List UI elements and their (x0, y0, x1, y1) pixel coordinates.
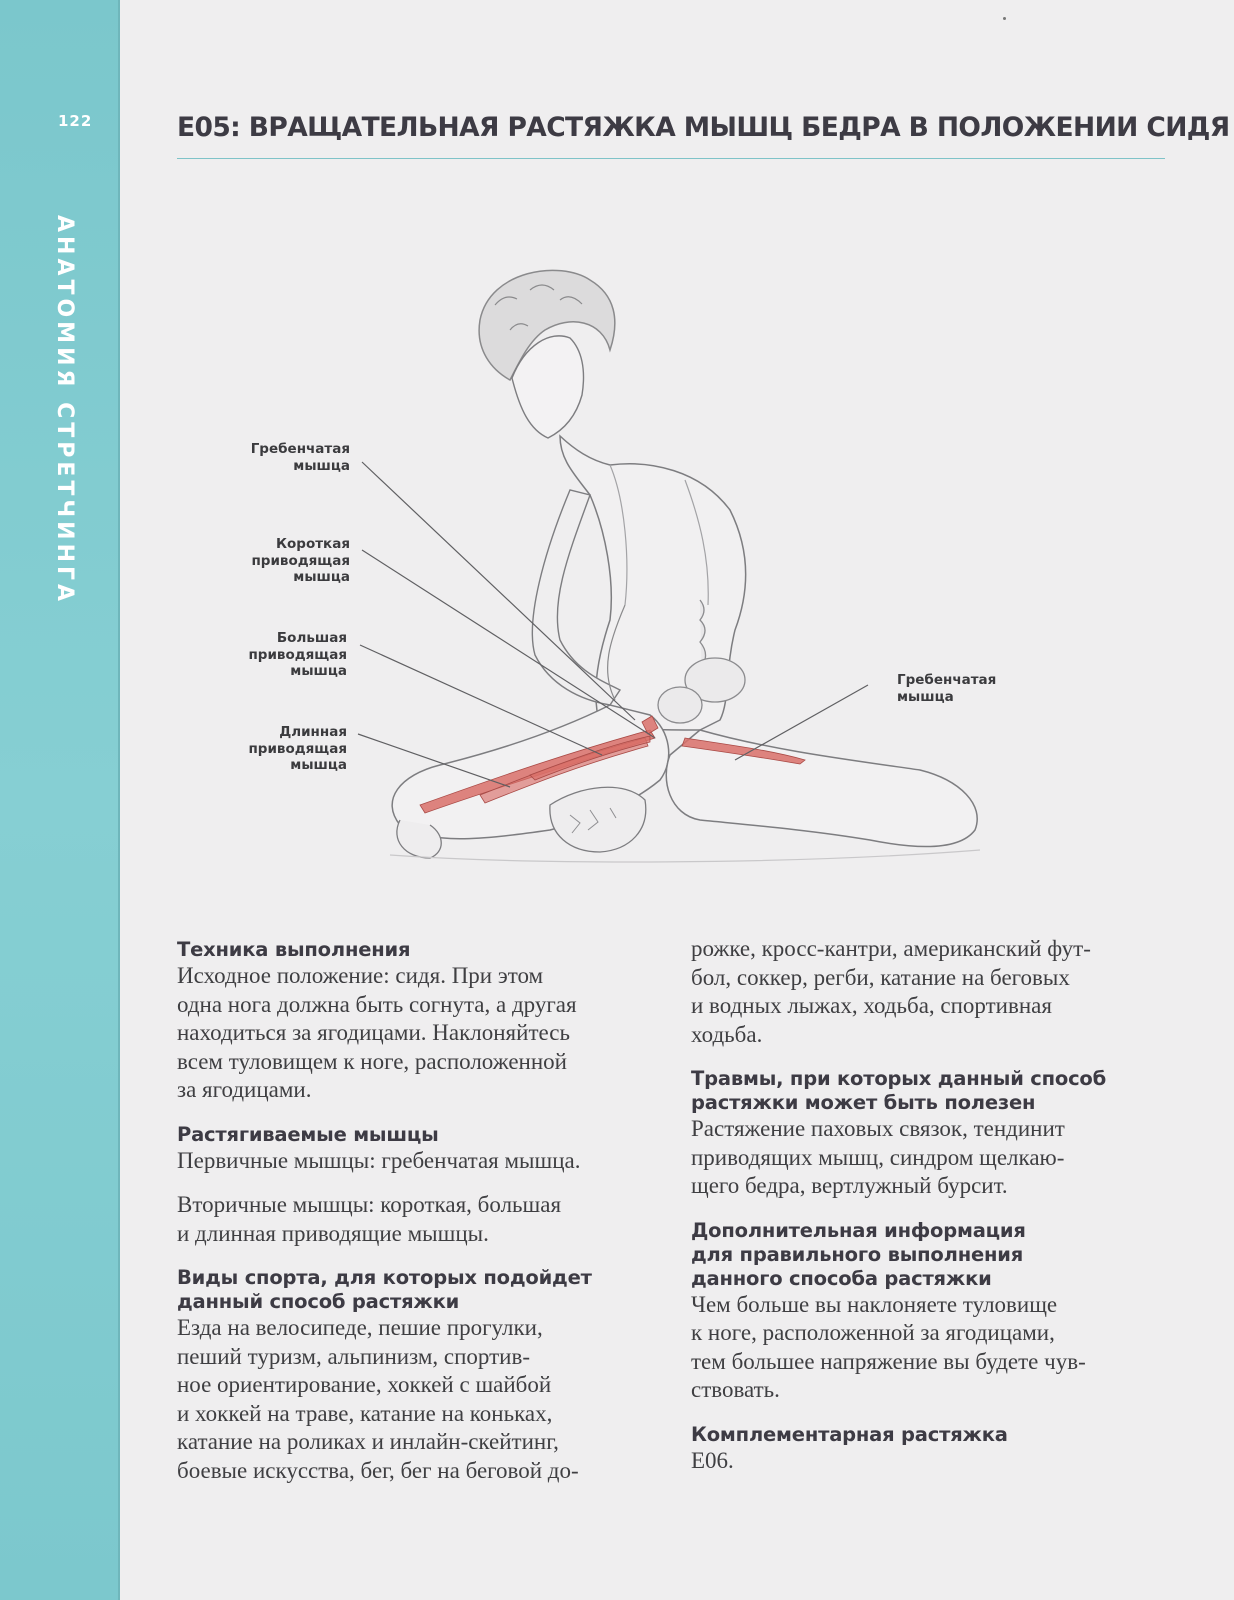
technique-heading: Техника выполнения (177, 938, 411, 961)
secondary-muscles-text: Вторичные мышцы: короткая, большая и длинная приводящие мышцы. (177, 1192, 562, 1246)
book-title-vertical: АНАТОМИЯ СТРЕТЧИНГА (52, 215, 77, 606)
injuries-heading: Травмы, при которых данный способ растяжки может быть полезен (691, 1067, 1107, 1114)
additional-info-section (691, 1219, 1171, 1405)
right-column (691, 935, 1171, 1493)
title-underline (177, 158, 1165, 159)
label-adductor-brevis: Короткая приводящая мышца (251, 536, 350, 585)
injuries-text: Растяжение паховых связок, тендинит приводящих мышц, синдром щелкаю- щего бедра, вертлужный бурсит. (691, 1116, 1065, 1198)
muscles-section (177, 1123, 657, 1249)
sports-continued-section (691, 935, 1171, 1049)
complement-section (691, 1423, 1171, 1476)
complement-heading: Комплементарная растяжка (691, 1422, 1008, 1446)
injuries-section (691, 1067, 1171, 1201)
figure-foot (550, 787, 646, 852)
label-adductor-magnus: Большая приводящая мышца (248, 630, 347, 679)
additional-info-heading: Дополнительная информация для правильного выполнения данного способа растяжки (691, 1218, 1026, 1290)
complement-text: E06. (691, 1447, 734, 1473)
scan-speck (1003, 17, 1006, 20)
sports-section (177, 1266, 657, 1485)
page-number: 122 (58, 112, 93, 130)
additional-info-text: Чем больше вы наклоняете туловище к ноге, расположенной за ягодицами, тем большее напряжение вы будете чув- ствовать. (691, 1291, 1086, 1402)
technique-section (177, 938, 657, 1105)
sports-continued-text: рожке, кросс-кантри, американский фут- бол, соккер, регби, катание на беговых и водных лыжах, ходьба, спортивная ходьба. (691, 936, 1091, 1047)
technique-text: Исходное положение: сидя. При этом одна нога должна быть согнута, а другая находиться за ягодицами. Наклоняйтесь всем туловищем к ноге, расположенной за ягодицами. (177, 963, 577, 1102)
sports-text: Езда на велосипеде, пешие прогулки, пеший туризм, альпинизм, спортив- ное ориентирование, хоккей с шайбой и хоккей на траве, катание на коньках, катание на роликах и инлайн-скейтинг, боевые искусства, бег, бег на беговой до- (177, 1315, 579, 1483)
label-pectineus-left: Гребенчатая мышца (250, 441, 350, 474)
page-title: E05: ВРАЩАТЕЛЬНАЯ РАСТЯЖКА МЫШЦ БЕДРА В ПОЛОЖЕНИИ СИДЯ (177, 112, 1230, 143)
muscles-heading: Растягиваемые мышцы (177, 1122, 439, 1146)
sports-heading: Виды спорта, для которых подойдет данный способ растяжки (177, 1266, 592, 1313)
label-pectineus-right: Гребенчатая мышца (897, 672, 997, 705)
left-column (177, 938, 657, 1503)
primary-muscles-text: Первичные мышцы: гребенчатая мышца. (177, 1147, 581, 1173)
label-adductor-longus: Длинная приводящая мышца (248, 724, 347, 773)
